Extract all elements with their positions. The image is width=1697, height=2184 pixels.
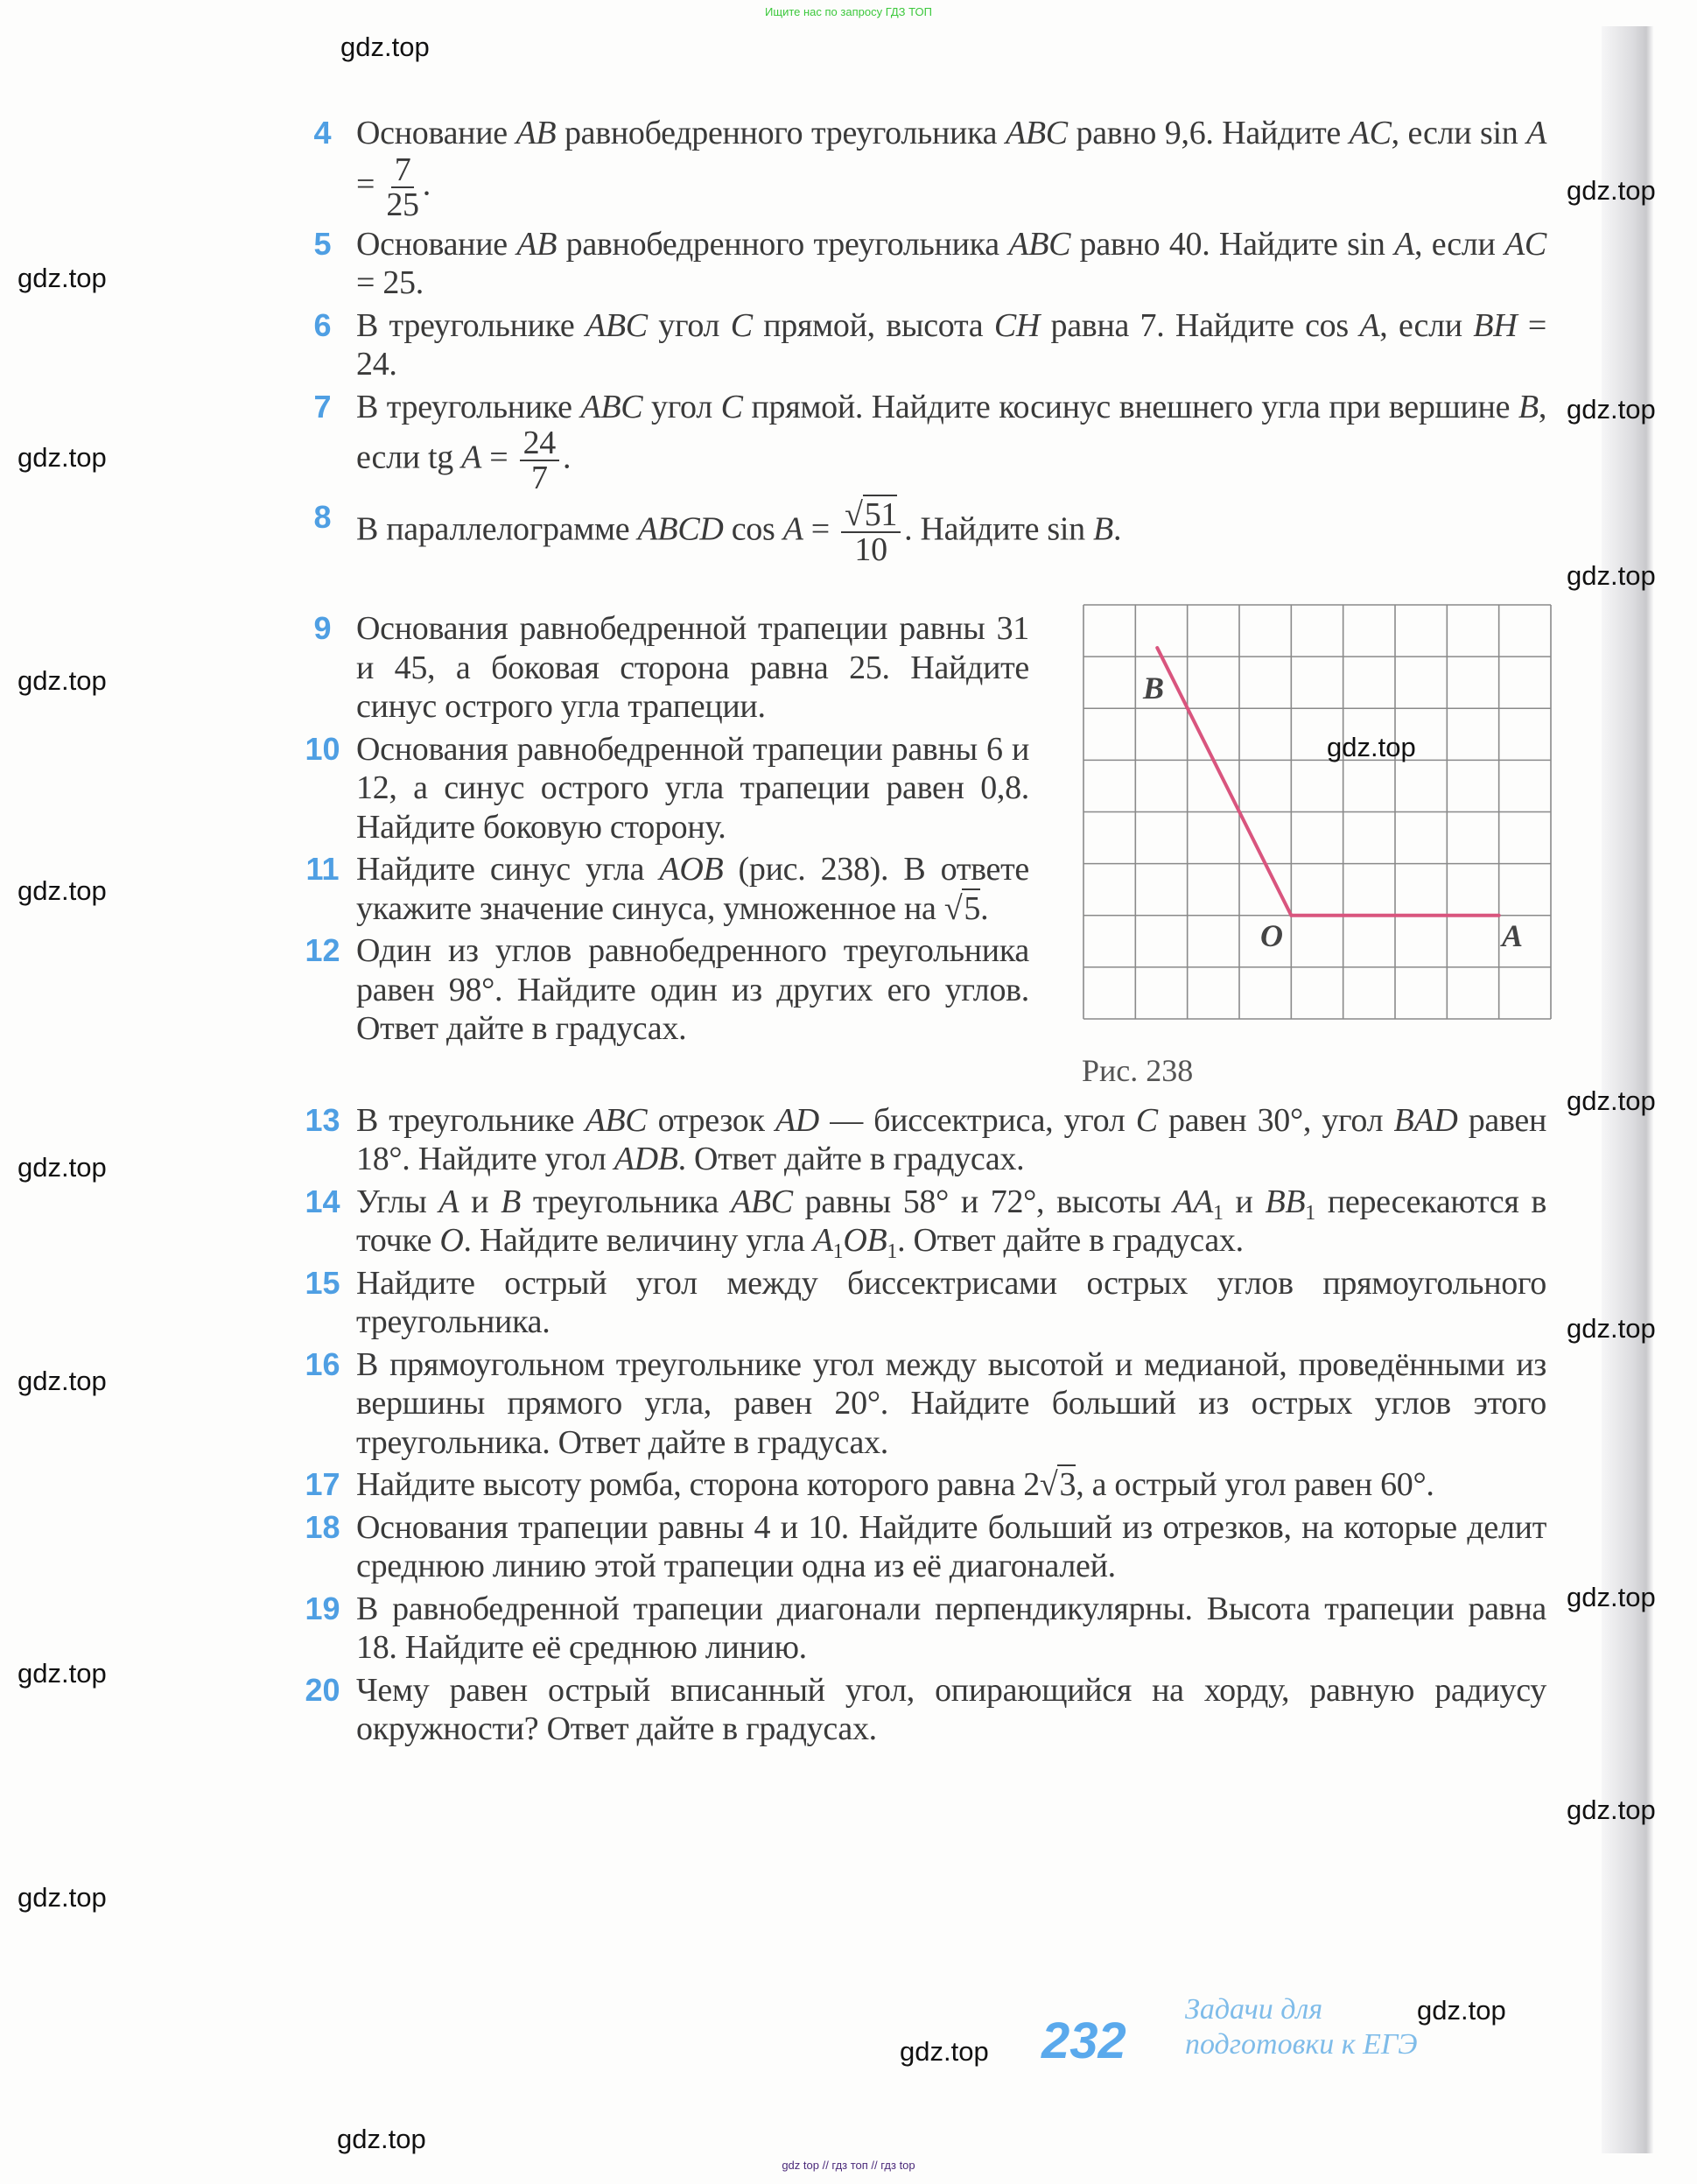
text-segment: и <box>459 1183 501 1220</box>
text-segment: равнобедренного треугольника <box>557 225 1009 263</box>
text-segment: Один из углов равнобедренного треугольника равен 98°. Найдите один из других его углов. Ответ дайте в градусах. <box>356 932 1029 1047</box>
problem-9 <box>289 609 1029 727</box>
text-segment: . Найдите величину угла <box>463 1222 813 1259</box>
text-segment: . Ответ дайте в градусах. <box>677 1141 1025 1177</box>
text-segment: Основания равнобедренной трапеции равны 6 и 12, а синус острого угла трапеции равен 0,8. Найдите боковую сторону. <box>356 730 1029 846</box>
text-segment: , если <box>1379 306 1474 344</box>
problem-text <box>356 1101 1546 1179</box>
problem-11 <box>289 850 1029 928</box>
problem-number: 17 <box>305 1466 340 1502</box>
problem-text <box>356 1345 1546 1463</box>
problem-10 <box>289 730 1029 847</box>
text-segment: В параллелограмме <box>356 510 638 548</box>
math-variable: BB <box>1265 1183 1306 1220</box>
problem-text <box>356 1465 1546 1505</box>
problem-6 <box>289 306 1546 384</box>
watermark-text: gdz.top <box>18 442 107 473</box>
text-segment: отрезок <box>647 1101 775 1139</box>
problem-14 <box>289 1183 1546 1261</box>
problem-12 <box>289 931 1029 1049</box>
math-variable: AD <box>775 1101 819 1139</box>
math-variable: ABC <box>580 388 643 425</box>
math-variable: O <box>439 1222 464 1259</box>
text-segment: — биссектриса, угол <box>818 1101 1136 1139</box>
fraction-numerator: 24 <box>520 426 559 461</box>
watermark-text: gdz.top <box>18 1658 107 1689</box>
text-segment: равен 18°. Найдите угол <box>356 1101 1547 1177</box>
math-variable: C <box>730 306 753 344</box>
math-variable: ABC <box>1008 225 1071 263</box>
problem-number: 11 <box>305 851 340 887</box>
text-segment: равнобедренного треугольника <box>556 115 1006 151</box>
text-segment: = <box>481 439 516 476</box>
watermark-text: gdz.top <box>18 1882 107 1913</box>
problem-4 <box>289 114 1546 221</box>
problem-number: 14 <box>305 1183 340 1219</box>
math-variable: AB <box>515 115 557 151</box>
problem-text <box>356 931 1029 1049</box>
math-variable: A <box>782 510 803 548</box>
watermark-text: gdz.top <box>18 1152 107 1183</box>
problem-number: 10 <box>305 730 340 767</box>
problem-13 <box>289 1101 1546 1179</box>
text-segment: равно 9,6. Найдите <box>1067 115 1350 151</box>
sqrt-radicand: 51 <box>864 496 898 533</box>
text-segment: В равнобедренной трапеции диагонали перпендикулярны. Высота трапеции равна 18. Найдите её среднюю линию. <box>356 1590 1546 1666</box>
watermark-text: gdz.top <box>1567 1794 1656 1825</box>
math-variable: ADB <box>614 1141 678 1177</box>
math-variable: AC <box>1349 115 1392 151</box>
fraction-denominator: 7 <box>530 460 548 496</box>
footer-note: gdz top // гдз топ // гдз top <box>782 2159 915 2172</box>
math-variable: ABC <box>1005 115 1068 151</box>
problem-text <box>356 730 1029 847</box>
watermark-text: gdz.top <box>1567 175 1656 206</box>
problem-text <box>356 498 1546 566</box>
watermark-text: gdz.top <box>1567 560 1656 591</box>
math-variable: AA <box>1173 1183 1213 1220</box>
problem-17 <box>289 1465 1546 1505</box>
problem-19 <box>289 1590 1546 1668</box>
watermark-text: gdz.top <box>18 665 107 696</box>
watermark-text: gdz.top <box>900 2036 989 2067</box>
problem-number: 19 <box>305 1590 340 1626</box>
problem-number: 8 <box>313 499 332 535</box>
text-segment: , если <box>1414 225 1505 263</box>
text-segment: . <box>1112 510 1122 548</box>
problem-number: 15 <box>305 1264 340 1301</box>
text-segment: Найдите синус угла <box>356 851 660 888</box>
math-variable: ABC <box>730 1183 793 1220</box>
fraction <box>386 153 418 221</box>
problem-number: 6 <box>313 306 332 343</box>
math-variable: ABC <box>585 1101 648 1139</box>
math-variable: C <box>1135 1101 1158 1139</box>
text-segment: пересекаются в точке <box>356 1183 1547 1259</box>
text-segment: равен 30°, угол <box>1157 1101 1394 1139</box>
text-segment: В треугольнике <box>356 1101 586 1139</box>
problem-number: 12 <box>305 932 340 968</box>
watermark-text: gdz.top <box>18 875 107 906</box>
watermark-text: gdz.top <box>337 2124 426 2154</box>
header-note: Ищите нас по запросу ГДЗ ТОП <box>765 5 932 18</box>
label-A: A <box>1502 918 1524 953</box>
problem-text <box>356 850 1029 928</box>
text-segment: = 24. <box>356 306 1546 383</box>
problem-text <box>356 388 1546 495</box>
watermark-text: gdz.top <box>1417 1995 1506 2026</box>
problem-text <box>356 1183 1546 1261</box>
text-segment: . <box>563 439 572 476</box>
subscript: 1 <box>1212 1201 1224 1225</box>
problem-text <box>356 225 1546 303</box>
math-variable: BH <box>1473 306 1518 344</box>
page-number: 232 <box>1041 2012 1126 2069</box>
text-segment: = <box>356 165 383 203</box>
subscript: 1 <box>832 1240 844 1263</box>
math-variable: AC <box>1504 225 1546 263</box>
watermark-text: gdz.top <box>18 263 107 293</box>
problem-text <box>356 1508 1546 1586</box>
section-title <box>1185 1992 1418 2062</box>
text-segment: , если sin <box>1391 115 1527 151</box>
math-variable: AOB <box>659 851 724 888</box>
text-segment: Найдите высоту ромба, сторона которого равна 2√ <box>356 1466 1058 1503</box>
problem-number: 20 <box>305 1671 340 1708</box>
math-variable: B <box>501 1183 521 1220</box>
fraction-numerator: √51 <box>841 498 901 533</box>
text-segment: прямой. Найдите косинус внешнего угла при вершине <box>742 388 1518 425</box>
problem-8 <box>289 498 1546 566</box>
fraction-denominator: 10 <box>854 531 887 568</box>
text-segment: cos <box>723 510 783 548</box>
text-segment: В прямоугольном треугольнике угол между высотой и медианой, проведёнными из вершины прямого угла, равен 20°. Найдите больший из острых углов этого треугольника. Ответ дайте в градусах. <box>356 1345 1546 1461</box>
watermark-text: gdz.top <box>1567 394 1656 425</box>
problem-text <box>356 114 1546 221</box>
problem-number: 13 <box>305 1101 340 1138</box>
math-variable: A <box>461 439 482 476</box>
math-variable: A <box>1526 115 1546 151</box>
section-title-line2: подготовки к ЕГЭ <box>1185 2028 1418 2061</box>
text-segment: . <box>422 165 431 203</box>
figure-238 <box>1083 604 1552 1021</box>
sqrt-radicand: 5 <box>964 889 981 927</box>
problem-text <box>356 306 1546 384</box>
text-segment: треугольника <box>520 1183 731 1220</box>
text-segment: = <box>803 510 838 548</box>
math-variable: A <box>812 1222 833 1259</box>
text-segment: равны 58° и 72°, высоты <box>792 1183 1174 1220</box>
math-variable: A <box>1394 225 1415 263</box>
math-variable: CH <box>993 306 1041 344</box>
math-variable: ABCD <box>637 510 724 548</box>
subscript: 1 <box>1305 1201 1315 1225</box>
math-variable: OB <box>843 1222 887 1259</box>
section-title-line1: Задачи для <box>1185 1993 1323 2026</box>
problem-number: 5 <box>313 225 332 262</box>
text-segment: угол <box>647 306 731 344</box>
text-segment: равна 7. Найдите cos <box>1040 306 1360 344</box>
problem-number: 9 <box>313 610 332 646</box>
watermark-text: gdz.top <box>340 32 430 62</box>
fraction-numerator: 7 <box>391 153 415 188</box>
problem-number: 16 <box>305 1345 340 1382</box>
watermark-text: gdz.top <box>1567 1582 1656 1612</box>
subscript: 1 <box>887 1240 898 1263</box>
text-segment: угол <box>642 388 721 425</box>
text-segment: В треугольнике <box>356 388 581 425</box>
problem-15 <box>289 1264 1546 1342</box>
sqrt-radicand: 3 <box>1059 1466 1076 1503</box>
text-segment: В треугольнике <box>356 306 586 344</box>
text-segment: Найдите острый угол между биссектрисами острых углов прямоугольного треугольника. <box>356 1264 1546 1340</box>
problem-20 <box>289 1671 1546 1749</box>
text-segment: , а острый угол равен 60°. <box>1076 1466 1434 1503</box>
problem-5 <box>289 225 1546 303</box>
math-variable: A <box>438 1183 459 1220</box>
text-segment: и <box>1223 1183 1266 1220</box>
text-segment: . Ответ дайте в градусах. <box>897 1222 1244 1259</box>
math-variable: B <box>1518 388 1539 425</box>
figure-caption: Рис. 238 <box>1082 1053 1194 1088</box>
math-variable: C <box>720 388 743 425</box>
text-segment: = 25. <box>356 264 424 301</box>
text-segment: Чему равен острый вписанный угол, опирающийся на хорду, равную радиусу окружности? Ответ дайте в градусах. <box>356 1671 1546 1747</box>
problem-text <box>356 609 1029 727</box>
math-variable: AB <box>516 225 557 263</box>
problem-text <box>356 1590 1546 1668</box>
math-variable: B <box>1093 510 1113 548</box>
problem-number: 4 <box>313 115 332 151</box>
watermark-text: gdz.top <box>1567 1313 1656 1344</box>
text-segment: (рис. 238). В ответе укажите значение синуса, умноженное на √ <box>356 851 1029 927</box>
text-segment: . Найдите sin <box>904 510 1094 548</box>
watermark-text: gdz.top <box>1327 732 1416 762</box>
problem-18 <box>289 1508 1546 1586</box>
problem-number: 7 <box>313 388 332 425</box>
fraction-denominator: 25 <box>386 186 419 223</box>
label-O: O <box>1260 918 1283 953</box>
problem-7 <box>289 388 1546 495</box>
text-segment: Основание <box>356 225 517 263</box>
text-segment: Основания трапеции равны 4 и 10. Найдите больший из отрезков, на которые делит среднюю линию этой трапеции одна из её диагоналей. <box>356 1508 1546 1584</box>
watermark-text: gdz.top <box>1567 1085 1656 1116</box>
math-variable: BAD <box>1393 1101 1458 1139</box>
text-segment: , если tg <box>356 388 1547 476</box>
text-segment: прямой, высота <box>752 306 994 344</box>
fraction <box>841 498 901 566</box>
text-segment: Углы <box>356 1183 439 1220</box>
fraction <box>520 426 559 495</box>
text-segment: равно 40. Найдите sin <box>1070 225 1395 263</box>
ray-OB <box>1157 648 1291 916</box>
problem-text <box>356 1264 1546 1342</box>
problem-text <box>356 1671 1546 1749</box>
watermark-text: gdz.top <box>18 1366 107 1396</box>
text-segment: Основание <box>356 115 516 151</box>
math-variable: ABC <box>585 306 648 344</box>
text-segment: . <box>980 889 989 927</box>
math-variable: A <box>1359 306 1380 344</box>
label-B: B <box>1143 671 1165 706</box>
problem-16 <box>289 1345 1546 1463</box>
text-segment: Основания равнобедренной трапеции равны 31 и 45, а боковая сторона равна 25. Найдите синус острого угла трапеции. <box>356 610 1029 725</box>
problem-number: 18 <box>305 1508 340 1545</box>
